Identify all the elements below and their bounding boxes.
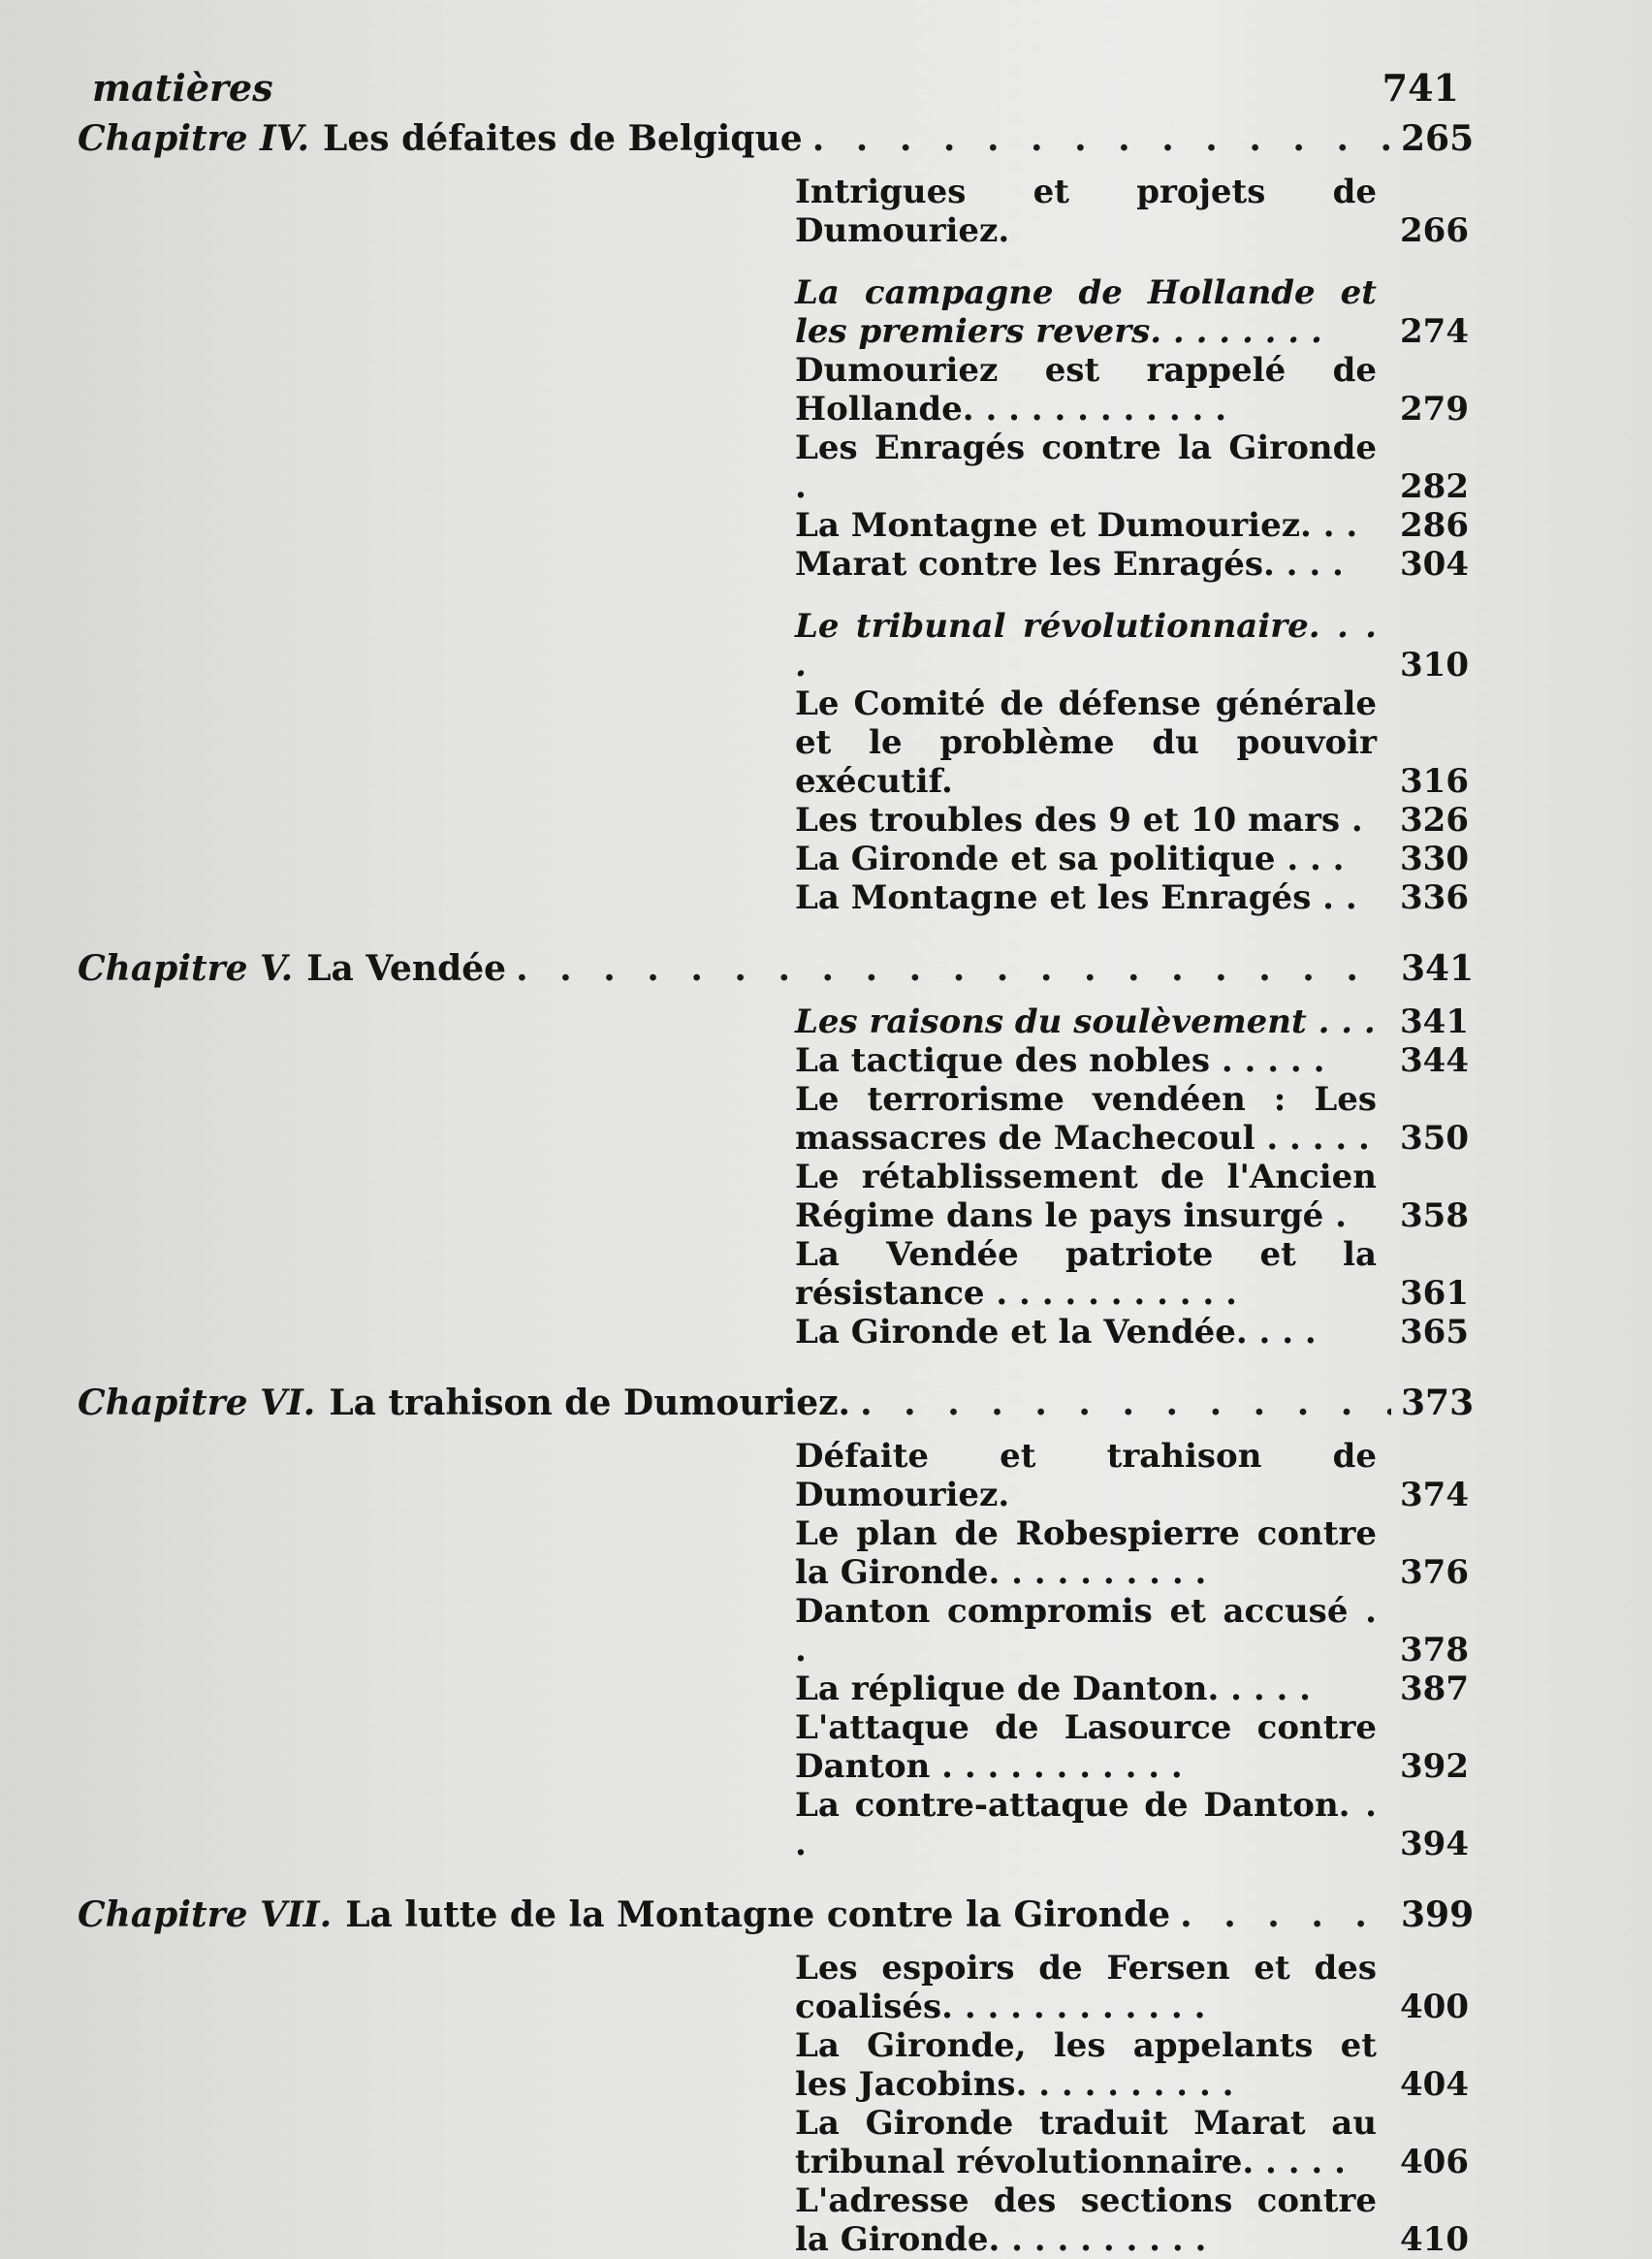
- chapter-page-number: 399: [1401, 1894, 1475, 1935]
- toc-entry: [795, 545, 1469, 584]
- chapter-label: Chapitre VI.: [78, 1383, 316, 1423]
- entry-page-number: 365: [1400, 1313, 1469, 1352]
- entry-page-number: 341: [1400, 1002, 1469, 1041]
- toc-entry: [795, 1158, 1469, 1235]
- section-group: [795, 1437, 1469, 1863]
- entry-page-number: 304: [1400, 545, 1469, 584]
- toc-entry: [795, 1041, 1469, 1080]
- toc-entry: [795, 506, 1469, 545]
- chapter-label: Chapitre IV.: [78, 118, 310, 159]
- chapter-heading: [78, 114, 1475, 163]
- toc-entry: [795, 801, 1469, 840]
- toc-entry: [795, 1002, 1469, 1041]
- toc-entry: [795, 684, 1469, 801]
- section-group: [795, 273, 1469, 584]
- chapter-page-number: 265: [1401, 118, 1475, 159]
- entry-page-number: 286: [1400, 506, 1469, 545]
- entry-title: Les Enragés contre la Gironde .: [795, 429, 1377, 506]
- entry-page-number: 361: [1400, 1274, 1469, 1313]
- chapter-page-number: 341: [1401, 948, 1475, 989]
- toc-entry: [795, 273, 1469, 351]
- entry-page-number: 279: [1400, 390, 1469, 429]
- entry-title: Les raisons du soulèvement . . .: [795, 1002, 1376, 1041]
- toc-entry: [795, 1437, 1469, 1514]
- dot-leader: [812, 114, 1391, 163]
- toc-entry: [795, 840, 1469, 878]
- entry-title: Défaite et trahison de Dumouriez.: [795, 1437, 1377, 1514]
- entry-title: La Gironde et sa politique . . .: [795, 840, 1345, 878]
- toc-entry: [795, 1708, 1469, 1786]
- chapter-page-number: 373: [1401, 1383, 1475, 1423]
- entry-title: Le plan de Robespierre contre la Gironde. . . . . . . . . .: [795, 1514, 1377, 1592]
- entry-title: Le rétablissement de l'Ancien Régime dans le pays insurgé .: [795, 1158, 1377, 1235]
- chapter-heading: [78, 1379, 1475, 1427]
- dot-leader: [516, 944, 1391, 993]
- entry-title: La Montagne et les Enragés . .: [795, 878, 1357, 917]
- entry-page-number: 374: [1400, 1476, 1469, 1514]
- entry-title: Les espoirs de Fersen et des coalisés. . . . . . . . . . . .: [795, 1949, 1377, 2026]
- entry-page-number: 400: [1400, 1988, 1469, 2026]
- toc-entry: [795, 878, 1469, 917]
- section-group: [795, 607, 1469, 917]
- chapter-title: La Vendée: [306, 948, 507, 989]
- entry-title: Dumouriez est rappelé de Hollande. . . . . . . . . . . .: [795, 351, 1377, 429]
- entry-page-number: 330: [1400, 840, 1469, 878]
- page-header: [92, 60, 1459, 118]
- toc-entry: [795, 351, 1469, 429]
- entry-page-number: 410: [1400, 2220, 1469, 2259]
- entry-page-number: 336: [1400, 878, 1469, 917]
- toc-entry: [795, 2026, 1469, 2104]
- entry-page-number: 326: [1400, 801, 1469, 840]
- entry-page-number: 344: [1400, 1041, 1469, 1080]
- toc-entry: [795, 1235, 1469, 1313]
- entry-page-number: 392: [1400, 1747, 1469, 1786]
- entry-title: La Vendée patriote et la résistance . . . . . . . . . . .: [795, 1235, 1377, 1313]
- entry-title: La réplique de Danton. . . . .: [795, 1670, 1311, 1708]
- entry-page-number: 376: [1400, 1553, 1469, 1592]
- dot-leader: [1180, 1891, 1391, 1939]
- chapter-title: Les défaites de Belgique: [323, 118, 803, 159]
- entry-title: Le tribunal révolutionnaire. . . .: [795, 607, 1377, 684]
- chapter-heading: [78, 1891, 1475, 1939]
- page-number: 741: [1382, 66, 1459, 110]
- entry-page-number: 406: [1400, 2143, 1469, 2181]
- entry-page-number: 266: [1400, 211, 1469, 250]
- toc-entry: [795, 1786, 1469, 1863]
- entry-page-number: 282: [1400, 467, 1469, 506]
- entry-title: L'adresse des sections contre la Gironde. . . . . . . . . .: [795, 2181, 1377, 2259]
- toc-entry: [795, 2181, 1469, 2259]
- entry-title: La tactique des nobles . . . . .: [795, 1041, 1325, 1080]
- entry-title: Le Comité de défense générale et le problème du pouvoir exécutif.: [795, 684, 1377, 801]
- chapter-label: Chapitre V.: [78, 948, 294, 989]
- entry-page-number: 274: [1400, 312, 1469, 351]
- entry-page-number: 394: [1400, 1825, 1469, 1863]
- entry-page-number: 316: [1400, 762, 1469, 801]
- entry-page-number: 378: [1400, 1631, 1469, 1670]
- entry-title: Danton compromis et accusé . .: [795, 1592, 1377, 1670]
- dot-leader: [860, 1379, 1391, 1427]
- section-group: [795, 173, 1469, 250]
- entry-title: La Gironde traduit Marat au tribunal révolutionnaire. . . . .: [795, 2104, 1377, 2181]
- chapter-title: La trahison de Dumouriez.: [329, 1383, 851, 1423]
- entry-page-number: 358: [1400, 1196, 1469, 1235]
- entry-title: Marat contre les Enragés. . . .: [795, 545, 1344, 584]
- entry-title: Les troubles des 9 et 10 mars .: [795, 801, 1363, 840]
- running-head: matières: [92, 66, 273, 110]
- entry-page-number: 387: [1400, 1670, 1469, 1708]
- table-of-contents: [78, 114, 1475, 2259]
- entry-page-number: 350: [1400, 1119, 1469, 1158]
- entry-title: Le terrorisme vendéen : Les massacres de Machecoul . . . . .: [795, 1080, 1377, 1158]
- toc-entry: [795, 1592, 1469, 1670]
- entry-page-number: 404: [1400, 2065, 1469, 2104]
- toc-entry: [795, 2104, 1469, 2181]
- toc-entry: [795, 607, 1469, 684]
- entry-title: La campagne de Hollande et les premiers revers. . . . . . . .: [795, 273, 1377, 351]
- entry-title: La Gironde et la Vendée. . . .: [795, 1313, 1317, 1352]
- toc-entry: [795, 173, 1469, 250]
- chapter-heading: [78, 944, 1475, 993]
- section-group: [795, 1002, 1469, 1352]
- entry-title: La Montagne et Dumouriez. . .: [795, 506, 1358, 545]
- entry-title: La Gironde, les appelants et les Jacobins. . . . . . . . . .: [795, 2026, 1377, 2104]
- toc-entry: [795, 429, 1469, 506]
- entry-title: L'attaque de Lasource contre Danton . . . . . . . . . . .: [795, 1708, 1377, 1786]
- toc-entry: [795, 1949, 1469, 2026]
- toc-entry: [795, 1514, 1469, 1592]
- toc-entry: [795, 1313, 1469, 1352]
- section-group: [795, 1949, 1469, 2259]
- chapter-label: Chapitre VII.: [78, 1894, 333, 1935]
- entry-title: Intrigues et projets de Dumouriez.: [795, 173, 1377, 250]
- toc-entry: [795, 1670, 1469, 1708]
- chapter-title: La lutte de la Montagne contre la Gironde: [345, 1894, 1171, 1935]
- entry-title: La contre-attaque de Danton. . .: [795, 1786, 1377, 1863]
- toc-entry: [795, 1080, 1469, 1158]
- entry-page-number: 310: [1400, 646, 1469, 684]
